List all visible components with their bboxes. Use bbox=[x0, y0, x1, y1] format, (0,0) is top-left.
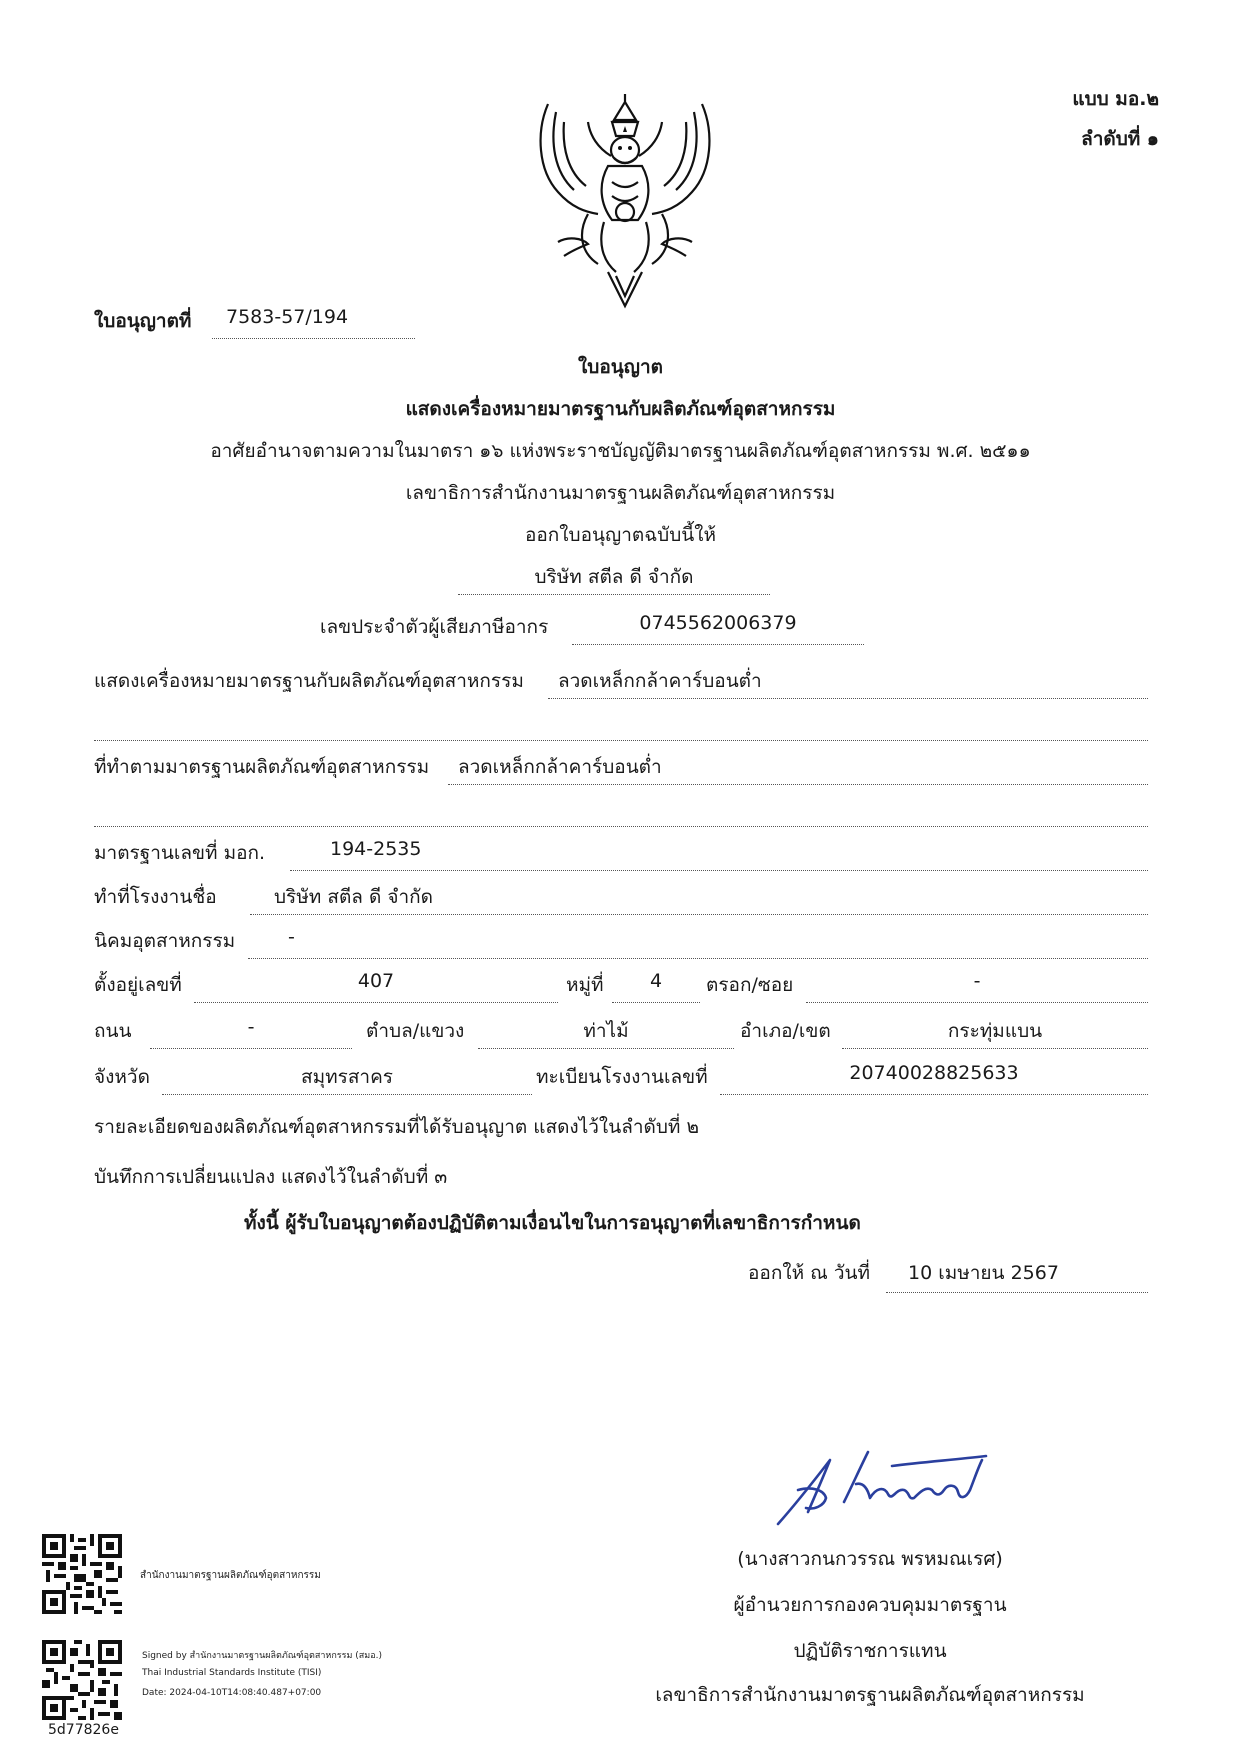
footer-institute: Thai Industrial Standards Institute (TISI) bbox=[142, 1668, 322, 1678]
factory-label: ทำที่โรงงานชื่อ bbox=[94, 886, 217, 908]
doc-subtitle: แสดงเครื่องหมายมาตรฐานกับผลิตภัณฑ์อุตสาหกรรม bbox=[405, 398, 836, 420]
factory-value: บริษัท สตีล ดี จำกัด bbox=[274, 886, 433, 908]
dotted-line bbox=[150, 1048, 352, 1049]
changes-note: บันทึกการเปลี่ยนแปลง แสดงไว้ในลำดับที่ ๓ bbox=[94, 1166, 448, 1188]
license-no-value: 7583-57/194 bbox=[226, 306, 349, 328]
dotted-line bbox=[612, 1002, 700, 1003]
estate-label: นิคมอุตสาหกรรม bbox=[94, 930, 236, 952]
dotted-line bbox=[290, 870, 1148, 871]
district-label: อำเภอ/เขต bbox=[740, 1020, 831, 1042]
soi-value: - bbox=[973, 970, 981, 992]
dotted-line bbox=[478, 1048, 734, 1049]
signature-mark bbox=[772, 1446, 994, 1528]
license-no-label: ใบอนุญาตที่ bbox=[94, 310, 192, 332]
garuda-emblem-icon bbox=[528, 92, 722, 310]
road-label: ถนน bbox=[94, 1020, 132, 1042]
district-value: กระทุ่มแบน bbox=[947, 1020, 1043, 1042]
details-note: รายละเอียดของผลิตภัณฑ์อุตสาหกรรมที่ได้รับอนุญาต แสดงไว้ในลำดับที่ ๒ bbox=[94, 1116, 699, 1138]
dotted-line bbox=[162, 1094, 532, 1095]
address-no: 407 bbox=[357, 970, 395, 992]
dotted-line bbox=[194, 1002, 558, 1003]
per-standard-value: ลวดเหล็กกล้าคาร์บอนต่ำ bbox=[458, 756, 662, 778]
dotted-line bbox=[94, 740, 1148, 741]
per-standard-label: ที่ทำตามมาตรฐานผลิตภัณฑ์อุตสาหกรรม bbox=[94, 756, 430, 778]
province-value: สมุทรสาคร bbox=[300, 1066, 394, 1088]
issued-date: 10 เมษายน 2567 bbox=[908, 1262, 1059, 1284]
condition-note: ทั้งนี้ ผู้รับใบอนุญาตต้องปฏิบัติตามเงื่อนไขในการอนุญาตที่เลขาธิการกำหนด bbox=[244, 1212, 861, 1234]
footer-hash: 5d77826e bbox=[48, 1722, 119, 1738]
dotted-line bbox=[842, 1048, 1148, 1049]
footer-office: สำนักงานมาตรฐานผลิตภัณฑ์อุตสาหกรรม bbox=[140, 1570, 321, 1581]
mark-for-label: แสดงเครื่องหมายมาตรฐานกับผลิตภัณฑ์อุตสาหกรรม bbox=[94, 670, 524, 692]
qr-code-icon bbox=[42, 1640, 122, 1720]
authority-text: อาศัยอำนาจตามความในมาตรา ๑๖ แห่งพระราชบัญญัติมาตรฐานผลิตภัณฑ์อุตสาหกรรม พ.ศ. ๒๕๑๑ bbox=[210, 440, 1031, 462]
subdistrict-value: ท่าไม้ bbox=[583, 1020, 629, 1042]
dotted-line bbox=[548, 698, 1148, 699]
dotted-line bbox=[212, 338, 415, 339]
dotted-line bbox=[806, 1002, 1148, 1003]
mark-for-value: ลวดเหล็กกล้าคาร์บอนต่ำ bbox=[558, 670, 762, 692]
subdistrict-label: ตำบล/แขวง bbox=[366, 1020, 465, 1042]
issue-to-text: ออกใบอนุญาตฉบับนี้ให้ bbox=[524, 524, 717, 546]
address-no-label: ตั้งอยู่เลขที่ bbox=[94, 974, 182, 996]
province-label: จังหวัด bbox=[94, 1066, 150, 1088]
dotted-line bbox=[250, 914, 1148, 915]
standard-no-value: 194-2535 bbox=[330, 838, 422, 860]
footer-signed-by: Signed by สำนักงานมาตรฐานผลิตภัณฑ์อุตสาหกรรม (สมอ.) bbox=[142, 1651, 382, 1661]
form-code: แบบ มอ.๒ bbox=[1072, 88, 1159, 110]
doc-title: ใบอนุญาต bbox=[578, 356, 663, 378]
dotted-line bbox=[886, 1292, 1148, 1293]
dotted-line bbox=[248, 958, 1148, 959]
dotted-line bbox=[94, 826, 1148, 827]
issued-label: ออกให้ ณ วันที่ bbox=[748, 1262, 871, 1284]
road-value: - bbox=[247, 1016, 255, 1038]
footer-date: Date: 2024-04-10T14:08:40.487+07:00 bbox=[142, 1688, 322, 1698]
tax-id-label: เลขประจำตัวผู้เสียภาษีอากร bbox=[320, 616, 549, 638]
dotted-line bbox=[720, 1094, 1148, 1095]
issuer-text: เลขาธิการสำนักงานมาตรฐานผลิตภัณฑ์อุตสาหกรรม bbox=[405, 482, 836, 504]
soi-label: ตรอก/ซอย bbox=[706, 974, 794, 996]
dotted-line bbox=[448, 784, 1148, 785]
moo-label: หมู่ที่ bbox=[566, 974, 604, 996]
factory-reg-label: ทะเบียนโรงงานเลขที่ bbox=[536, 1066, 708, 1088]
standard-no-label: มาตรฐานเลขที่ มอก. bbox=[94, 842, 266, 864]
signatory-name: (นางสาวกนกวรรณ พรหมณเรศ) bbox=[737, 1548, 1003, 1570]
signatory-for: เลขาธิการสำนักงานมาตรฐานผลิตภัณฑ์อุตสาหกรรม bbox=[655, 1684, 1085, 1706]
factory-reg-value: 20740028825633 bbox=[849, 1062, 1019, 1084]
signatory-acting: ปฏิบัติราชการแทน bbox=[793, 1640, 947, 1662]
qr-code-icon bbox=[42, 1534, 122, 1614]
tax-id-value: 0745562006379 bbox=[639, 612, 797, 634]
licensee-name: บริษัท สตีล ดี จำกัด bbox=[534, 566, 694, 588]
form-order: ลำดับที่ ๑ bbox=[1081, 128, 1159, 150]
dotted-line bbox=[458, 594, 770, 595]
estate-value: - bbox=[288, 926, 295, 948]
moo-value: 4 bbox=[649, 970, 663, 992]
dotted-line bbox=[572, 644, 864, 645]
signatory-position: ผู้อำนวยการกองควบคุมมาตรฐาน bbox=[733, 1594, 1007, 1616]
